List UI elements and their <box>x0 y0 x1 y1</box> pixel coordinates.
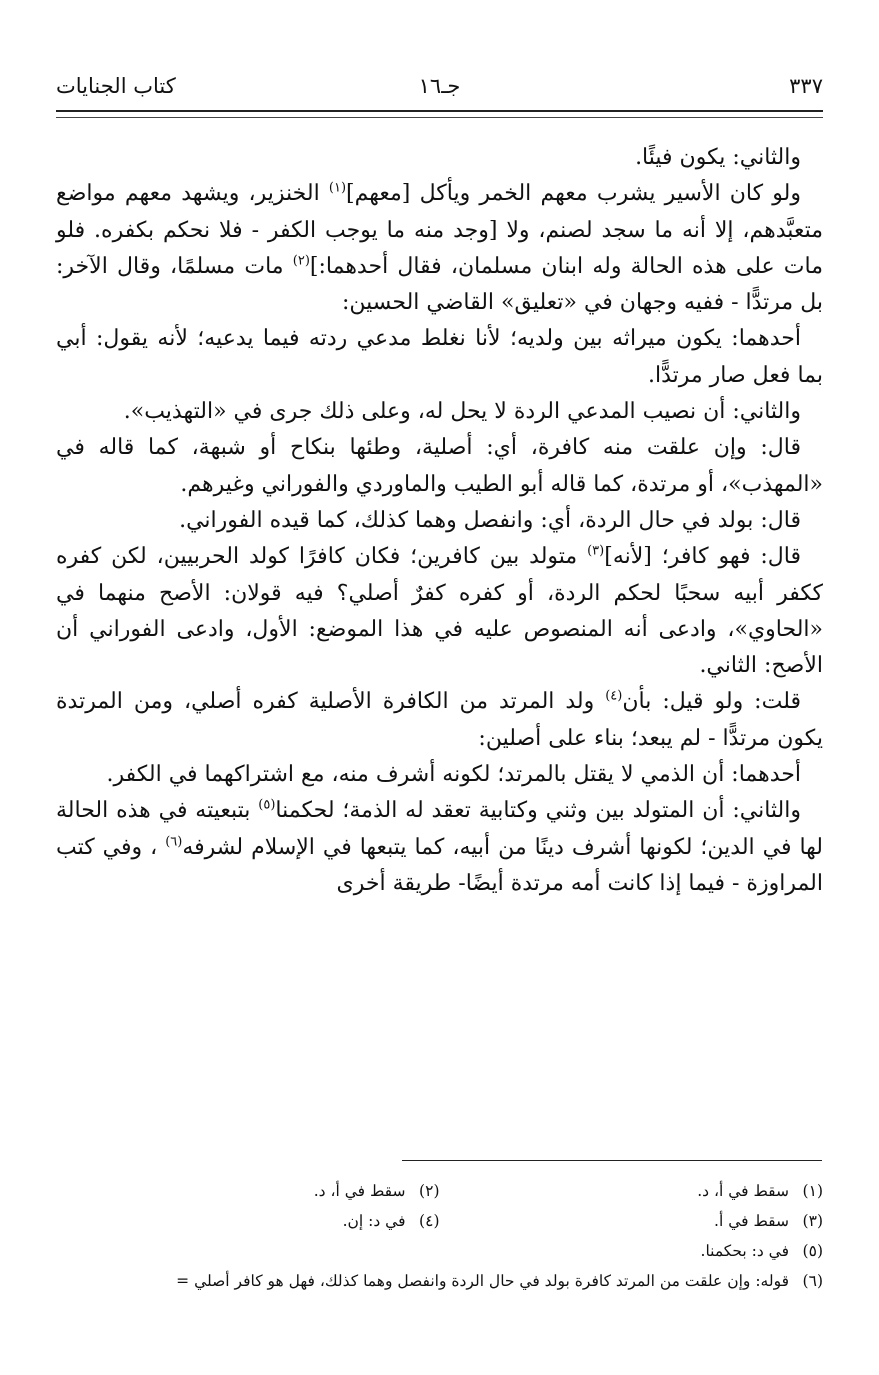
footnote-ref: (٦) <box>165 834 183 850</box>
footnote-ref: (٣) <box>587 543 605 559</box>
footnote-6: (٦)قوله: وإن علقت من المرتد كافرة بولد في حال الردة وانفصل وهما كذلك، فهل هو كافر أصلي = <box>176 1272 823 1290</box>
volume-label: جـ١٦ <box>418 74 461 98</box>
footnote-row <box>56 1236 823 1266</box>
footnote-ref: (٥) <box>258 798 276 814</box>
footnote-5: (٥)في د: بحكمنا. <box>700 1242 823 1260</box>
footnotes <box>56 1176 823 1296</box>
footnote-4: (٤)في د: إن. <box>342 1212 440 1230</box>
footnote-1: (١)سقط في أ، د. <box>697 1182 823 1200</box>
page-number: ٣٣٧ <box>789 74 823 98</box>
paragraph: والثاني: أن المتولد بين وثني وكتابية تعقد له الذمة؛ لحكمنا$^{(٥)}$ بتبعيته في هذه الحالة لها في الدين؛ لكونها أشرف دينًا من أبيه، كما يتبعها في الإسلام لشرفه$^{(٦)}$ ، وفي كتب المراوزة - فيما إذا كانت أمه مرتدة أيضًا- طريقة أخرى <box>56 798 823 896</box>
paragraph: والثاني: يكون فيئًا. <box>635 145 801 170</box>
paragraph: والثاني: أن نصيب المدعي الردة لا يحل له، وعلى ذلك جرى في «التهذيب». <box>123 399 801 425</box>
chapter-title: كتاب الجنايات <box>56 74 176 98</box>
paragraph: قال: فهو كافر؛ [لأنه]$^{(٣)}$ متولد بين كافرين؛ فكان كافرًا كولد الحربيين، لكن كفره ككفر أبيه سحبًا لحكم الردة، أو كفره كفرٌ أصلي؟ فيه قولان: الأصح منهما في «الحاوي»، وادعى أنه المنصوص عليه في هذا الموضع: الأول، وادعى الفوراني أن الأصح: الثاني. <box>56 543 823 679</box>
paragraph: قال: وإن علقت منه كافرة، أي: أصلية، وطئها بنكاح أو شبهة، كما قاله في «المهذب»، أو مرتدة، كما قاله أبو الطيب والماوردي والفوراني وغيرهم. <box>56 435 823 497</box>
footnote-row <box>56 1176 823 1206</box>
footnote-ref: (١) <box>328 180 347 196</box>
footnote-ref: (٢) <box>292 253 310 269</box>
main-text <box>56 140 823 902</box>
paragraph: ولو كان الأسير يشرب معهم الخمر ويأكل [معهم]$^{(١)}$ الخنزير، ويشهد معهم مواضع متعبَّدهم، إلا أنه ما سجد لصنم، ولا [وجد منه ما يوجب الكفر - فلا نحكم بكفره. فلو مات على هذه الحالة وله ابنان مسلمان، فقال أحدهما:]$^{(٢)}$ مات مسلمًا، وقال الآخر: بل مرتدًّا - ففيه وجهان في «تعليق» القاضي الحسين: <box>56 180 823 316</box>
header-rule-thin <box>56 117 823 118</box>
paragraph: قلت: ولو قيل: بأن$^{(٤)}$ ولد المرتد من الكافرة الأصلية كفره أصلي، ومن المرتدة يكون مرتدًّا - لم يبعد؛ بناء على أصلين: <box>56 689 823 751</box>
paragraph: قال: بولد في حال الردة، أي: وانفصل وهما كذلك، كما قيده الفوراني. <box>179 507 801 533</box>
footnote-row <box>56 1206 823 1236</box>
paragraph: أحدهما: يكون ميراثه بين ولديه؛ لأنا نغلط مدعي ردته فيما يدعيه؛ لأنه يقول: أبي بما فعل صار مرتدًّا. <box>56 326 823 388</box>
footnote-2: (٢)سقط في أ، د. <box>313 1182 440 1200</box>
footnote-3: (٣)سقط في أ. <box>714 1212 823 1230</box>
paragraph: أحدهما: أن الذمي لا يقتل بالمرتد؛ لكونه أشرف منه، مع اشتراكهما في الكفر. <box>106 762 801 788</box>
footnote-separator <box>402 1160 822 1161</box>
footnote-ref: (٤) <box>605 689 623 705</box>
header-rule-thick <box>56 110 823 112</box>
running-header <box>56 66 823 110</box>
